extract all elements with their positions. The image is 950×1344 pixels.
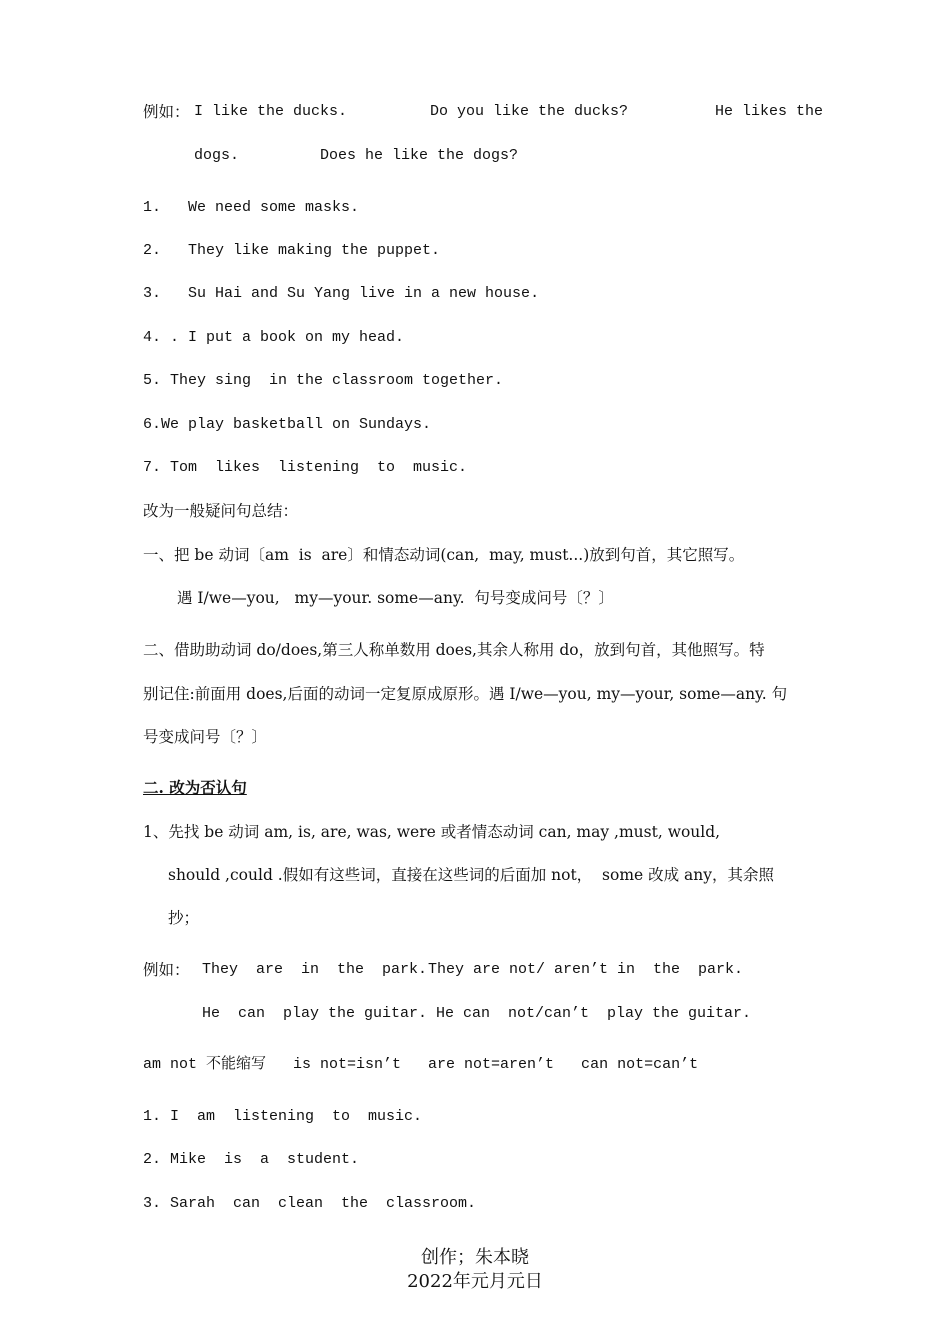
exercise2-item-3: 3. Sarah can clean the classroom. [143,1195,477,1212]
exercise1-item-3: 3. Su Hai and Su Yang live in a new house. [143,285,540,302]
example-statement-2a: He likes the [715,103,824,120]
summary-rule-1b: 遇 I/we—you, my—your. some—any. 句号变成问号〔？〕 [177,589,614,607]
summary-rule-2c: 号变成问号〔？〕 [143,728,268,746]
exercise1-item-6: 6.We play basketball on Sundays. [143,416,432,433]
example-question-1: Do you like the ducks? [430,103,629,120]
section2-rule-1a: 1、先找 be 动词 am, is, are, was, were 或者情态动词 can, may ,must, would, [143,823,721,841]
section2-example-label: 例如： [143,961,190,979]
exercise2-item-1: 1. I am listening to music. [143,1108,423,1125]
section2-example-1a: They are in the park. [202,961,428,978]
summary-rule-2a: 二、借助助动词 do/does,第三人称单数用 does,其余人称用 do，放到句首，其他照写。特 [143,641,765,659]
exercise1-item-2: 2. They like making the puppet. [143,242,441,259]
contractions-line: am not 不能缩写 is not=isn’t are not=aren’t can not=can’t [143,1056,699,1073]
summary-rule-2b: 别记住:前面用 does,后面的动词一定复原成原形。遇 I/we—you, my—your, some—any. 句 [143,685,788,703]
example-statement-1: I like the ducks. [194,103,348,120]
exercise1-item-5: 5. They sing in the classroom together. [143,372,504,389]
footer-author: 创作；朱本晓 [421,1247,529,1268]
example-question-2: Does he like the dogs? [320,147,519,164]
section2-example-2a: He can play the guitar. [202,1005,428,1022]
section2-example-2b: He can not/can’t play the guitar. [436,1005,752,1022]
example-statement-2b: dogs. [194,147,240,164]
summary-rule-1: 一、把 be 动词〔am is are〕和情态动词(can, may, must...)放到句首，其它照写。 [143,546,745,564]
exercise1-item-4: 4. . I put a book on my head. [143,329,405,346]
exercise1-item-7: 7. Tom likes listening to music. [143,459,468,476]
section2-example-1b: They are not/ aren’t in the park. [428,961,744,978]
example-label: 例如： [143,103,190,121]
exercise2-item-2: 2. Mike is a student. [143,1151,360,1168]
exercise1-item-1: 1. We need some masks. [143,199,360,216]
summary-title: 改为一般疑问句总结： [143,502,299,520]
section2-rule-1c: 抄； [168,909,200,927]
section2-heading: 二. 改为否认句 [143,778,247,797]
section2-rule-1b: should ,could .假如有这些词，直接在这些词的后面加 not， some 改成 any，其余照 [168,866,775,884]
footer-date: 2022年元月元日 [407,1271,543,1292]
